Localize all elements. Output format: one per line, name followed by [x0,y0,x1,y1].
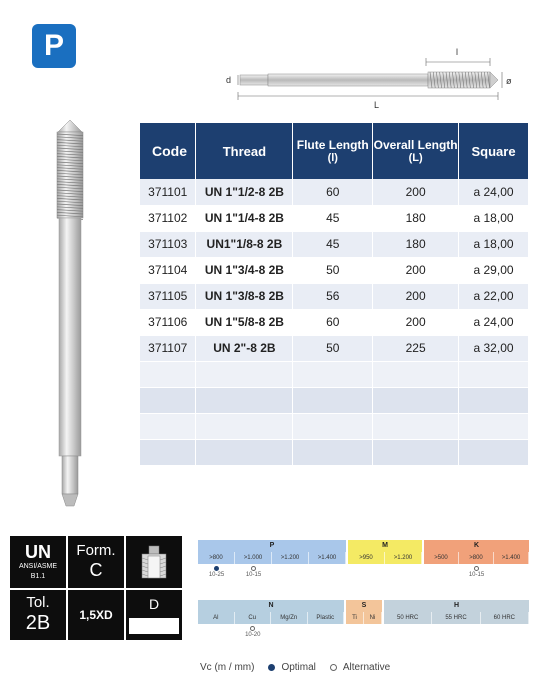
material-value [198,624,235,644]
material-grade: >1.200 [272,552,309,564]
cell-flute [293,413,373,439]
cell-thread: UN 1"3/8-8 2B [196,283,293,309]
cell-square: a 24,00 [459,309,529,335]
cell-flute: 45 [293,205,373,231]
material-value [346,624,364,644]
cell-flute [293,387,373,413]
cell-code: 371106 [140,309,196,335]
material-value [271,624,308,644]
material-value [424,564,459,584]
cell-code: 371101 [140,179,196,205]
empty-table-row [140,387,529,413]
cell-overall: 180 [373,231,459,257]
table-row [140,283,529,309]
material-group-h [384,600,529,644]
material-group-k [424,540,529,584]
d-value-field [129,618,179,634]
dim-diameter-label: ø [506,76,512,86]
cell-flute: 60 [293,179,373,205]
cell-overall [373,413,459,439]
tap-form-icon [134,542,174,582]
material-value [308,624,345,644]
cell-flute: 50 [293,335,373,361]
cell-thread [196,439,293,465]
cell-square: a 29,00 [459,257,529,283]
tolerance-label: Tol. [26,594,50,611]
cell-thread: UN 1"1/4-8 2B [196,205,293,231]
material-value [432,624,480,644]
cell-code [140,387,196,413]
material-grade: Mg/Zn [271,612,308,624]
standard-sub-2: B1.1 [30,573,46,580]
cell-flute: 45 [293,231,373,257]
material-value [364,624,382,644]
cell-square: a 18,00 [459,205,529,231]
cell-code [140,361,196,387]
cell-flute: 60 [293,309,373,335]
dim-d-label: d [226,75,232,85]
tolerance-value: 2B [25,612,51,634]
form-label: Form. [76,542,116,559]
cell-overall: 200 [373,309,459,335]
cell-overall [373,439,459,465]
depth-value: 1,5XD [79,608,113,622]
material-grade: >950 [348,552,385,564]
cell-square: a 22,00 [459,283,529,309]
material-value [235,564,272,584]
cell-flute: 56 [293,283,373,309]
cell-square: a 18,00 [459,231,529,257]
material-grade: 55 HRC [432,612,480,624]
form-box [68,536,124,588]
product-table [140,123,529,466]
tap-form-icon-box [126,536,182,588]
cell-flute [293,439,373,465]
material-label-n: N [198,600,344,612]
empty-table-row [140,439,529,465]
material-grade: Ti [346,612,364,624]
standard-box [10,536,66,588]
empty-table-row [140,413,529,439]
material-value [235,624,272,644]
material-grade: >1.400 [309,552,346,564]
tolerance-box [10,590,66,640]
optimal-dot-icon [214,566,219,571]
cell-square: a 32,00 [459,335,529,361]
cell-overall: 200 [373,179,459,205]
cell-code [140,413,196,439]
cell-square [459,387,529,413]
cell-code: 371107 [140,335,196,361]
material-grade: >800 [459,552,494,564]
material-grade: >500 [424,552,459,564]
cell-thread [196,387,293,413]
header-flute-length-sub: (l) [327,152,338,164]
cell-overall: 200 [373,257,459,283]
material-grade: >1.000 [235,552,272,564]
material-value [481,624,529,644]
cutting-speed: 10-25 [208,572,225,578]
material-group-p [198,540,346,584]
d-box [126,590,182,640]
cell-square [459,361,529,387]
alternative-dot-icon [250,626,255,631]
table-row [140,335,529,361]
header-flute-length [293,123,373,179]
material-value [272,564,309,584]
header-square: Square [459,123,529,179]
standard-value: UN [25,542,51,562]
cell-thread: UN 1"5/8-8 2B [196,309,293,335]
table-row [140,257,529,283]
material-grade: 60 HRC [481,612,529,624]
optimal-dot-icon [268,664,275,671]
cell-overall: 180 [373,205,459,231]
legend-optimal: Optimal [281,662,316,673]
header-overall-length-text: Overall Length [373,138,458,152]
cell-square [459,439,529,465]
dim-L-label: L [374,100,380,110]
material-grade: Al [198,612,235,624]
legend-vc: Vc (m / mm) [200,662,255,673]
header-code: Code [140,123,196,179]
empty-table-row [140,361,529,387]
material-value [494,564,529,584]
material-grade: >1.400 [494,552,529,564]
cell-flute: 50 [293,257,373,283]
material-grade: Plastic [308,612,345,624]
table-row [140,205,529,231]
cell-overall: 200 [373,283,459,309]
cell-thread: UN1"1/8-8 2B [196,231,293,257]
cell-thread [196,413,293,439]
category-badge: P [32,24,76,68]
material-label-m: M [348,540,422,552]
header-overall-length [373,123,459,179]
material-grade: >800 [198,552,235,564]
material-label-p: P [198,540,346,552]
legend [200,662,390,673]
header-flute-length-text: Flute Length [296,138,369,152]
tap-dimension-diagram [218,40,518,110]
d-label: D [148,596,160,612]
legend-alternative: Alternative [342,662,391,673]
material-label-h: H [384,600,529,612]
cell-thread: UN 1"1/2-8 2B [196,179,293,205]
material-value [384,624,432,644]
material-grade: Cu [235,612,272,624]
cell-code: 371104 [140,257,196,283]
form-value: C [89,560,103,580]
cell-overall [373,361,459,387]
header-thread: Thread [196,123,293,179]
standard-sub-1: ANSI/ASME [18,563,58,570]
cell-code [140,439,196,465]
cell-flute [293,361,373,387]
material-value [198,564,235,584]
header-overall-length-sub: (L) [408,152,423,164]
cell-overall: 225 [373,335,459,361]
table-row [140,179,529,205]
dim-l-label: l [456,47,458,57]
material-value [385,564,422,584]
alternative-dot-icon [330,664,337,671]
material-grade: Ni [364,612,382,624]
material-value [459,564,494,584]
alternative-dot-icon [474,566,479,571]
cell-square [459,413,529,439]
material-group-n [198,600,344,644]
material-label-k: K [424,540,529,552]
material-group-s [346,600,382,644]
material-value [309,564,346,584]
depth-box [68,590,124,640]
tap-image [48,118,92,513]
cell-thread [196,361,293,387]
cell-code: 371102 [140,205,196,231]
table-row [140,231,529,257]
material-label-s: S [346,600,382,612]
cell-thread: UN 1"3/4-8 2B [196,257,293,283]
material-group-m [348,540,422,584]
material-value [348,564,385,584]
cell-overall [373,387,459,413]
cell-code: 371105 [140,283,196,309]
cell-code: 371103 [140,231,196,257]
material-grade: >1.200 [385,552,422,564]
cell-thread: UN 2"-8 2B [196,335,293,361]
cutting-speed: 10-20 [245,632,261,638]
cutting-speed: 10-15 [245,572,262,578]
cutting-speed: 10-15 [468,572,485,578]
alternative-dot-icon [251,566,256,571]
table-row [140,309,529,335]
cell-square: a 24,00 [459,179,529,205]
material-grade: 50 HRC [384,612,432,624]
